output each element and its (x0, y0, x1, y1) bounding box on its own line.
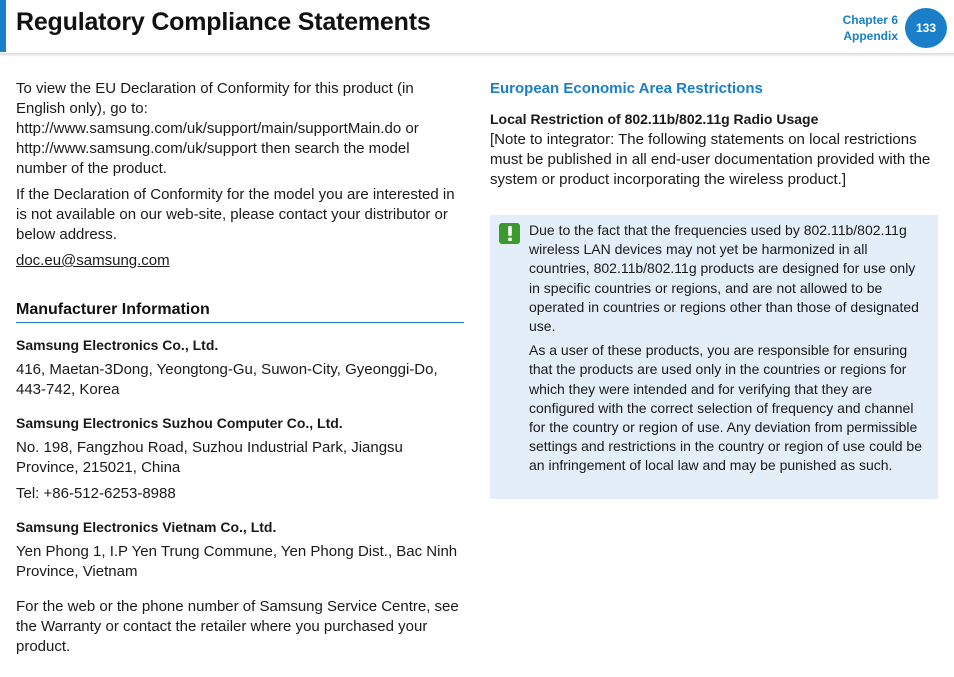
manufacturer-heading: Manufacturer Information (16, 301, 464, 323)
service-centre-paragraph: For the web or the phone number of Samsung Service Centre, see the Warranty or contact the retailer where you purchased your product. (16, 598, 459, 655)
local-restriction-subheading: Local Restriction of 802.11b/802.11g Radio Usage (490, 111, 819, 127)
company-name: Samsung Electronics Vietnam Co., Ltd. (16, 519, 277, 535)
email-link[interactable]: doc.eu@samsung.com (16, 252, 170, 269)
restriction-notice-box (490, 215, 938, 499)
company-phone: Tel: +86-512-6253-8988 (16, 485, 176, 502)
page-title: Regulatory Compliance Statements (16, 8, 431, 36)
notice-paragraph-2: As a user of these products, you are responsible for ensuring that the products are used only in the countries or regions for which they were intended and for verifying that they are configured with the correct selection of frequency and channel for the country or region of use. Any deviation from permissible settings and restrictions in the country or region of use could be an infringement of local law and may be punished as such. (529, 342, 922, 474)
notice-paragraph-1: Due to the fact that the frequencies used by 802.11b/802.11g wireless LAN devices may not yet be harmonized in all countries, 802.11b/802.11g products are designed for use only in specific countries or regions, and are not allowed to be operated in countries or regions other than those of designated use. (529, 222, 919, 335)
header-divider (0, 53, 954, 57)
header-accent-bar (0, 0, 6, 52)
company-address: Yen Phong 1, I.P Yen Trung Commune, Yen Phong Dist., Bac Ninh Province, Vietnam (16, 543, 458, 580)
company-name: Samsung Electronics Co., Ltd. (16, 337, 219, 353)
notice-text (529, 221, 929, 476)
chapter-label[interactable] (843, 12, 898, 44)
left-column (16, 79, 464, 657)
company-address: 416, Maetan-3Dong, Yeongtong-Gu, Suwon-City, Gyeonggi-Do, 443-742, Korea (16, 361, 438, 398)
contact-paragraph: If the Declaration of Conformity for the model you are interested in is not available on our web-site, please contact your distributor or below address. (16, 186, 455, 243)
company-address: No. 198, Fangzhou Road, Suzhou Industrial Park, Jiangsu Province, 215021, China (16, 439, 403, 476)
exclamation-icon (499, 223, 520, 244)
right-column (490, 79, 938, 474)
company-name: Samsung Electronics Suzhou Computer Co., Ltd. (16, 415, 343, 431)
eu-declaration-paragraph: To view the EU Declaration of Conformity for this product (in English only), go to: http://www.samsung.com/uk/support/main/supportMain.do or http://www.samsung.com/uk/support then search the model number of the product. (16, 80, 419, 177)
page-number-badge: 133 (905, 8, 947, 48)
integrator-note: [Note to integrator: The following statements on local restrictions must be published in all end-user documentation provided with the system or product incorporating the wireless product.] (490, 131, 931, 188)
chapter-number: Chapter 6 (842, 13, 898, 27)
eea-restrictions-heading: European Economic Area Restrictions (490, 80, 763, 97)
chapter-name: Appendix (843, 29, 898, 43)
